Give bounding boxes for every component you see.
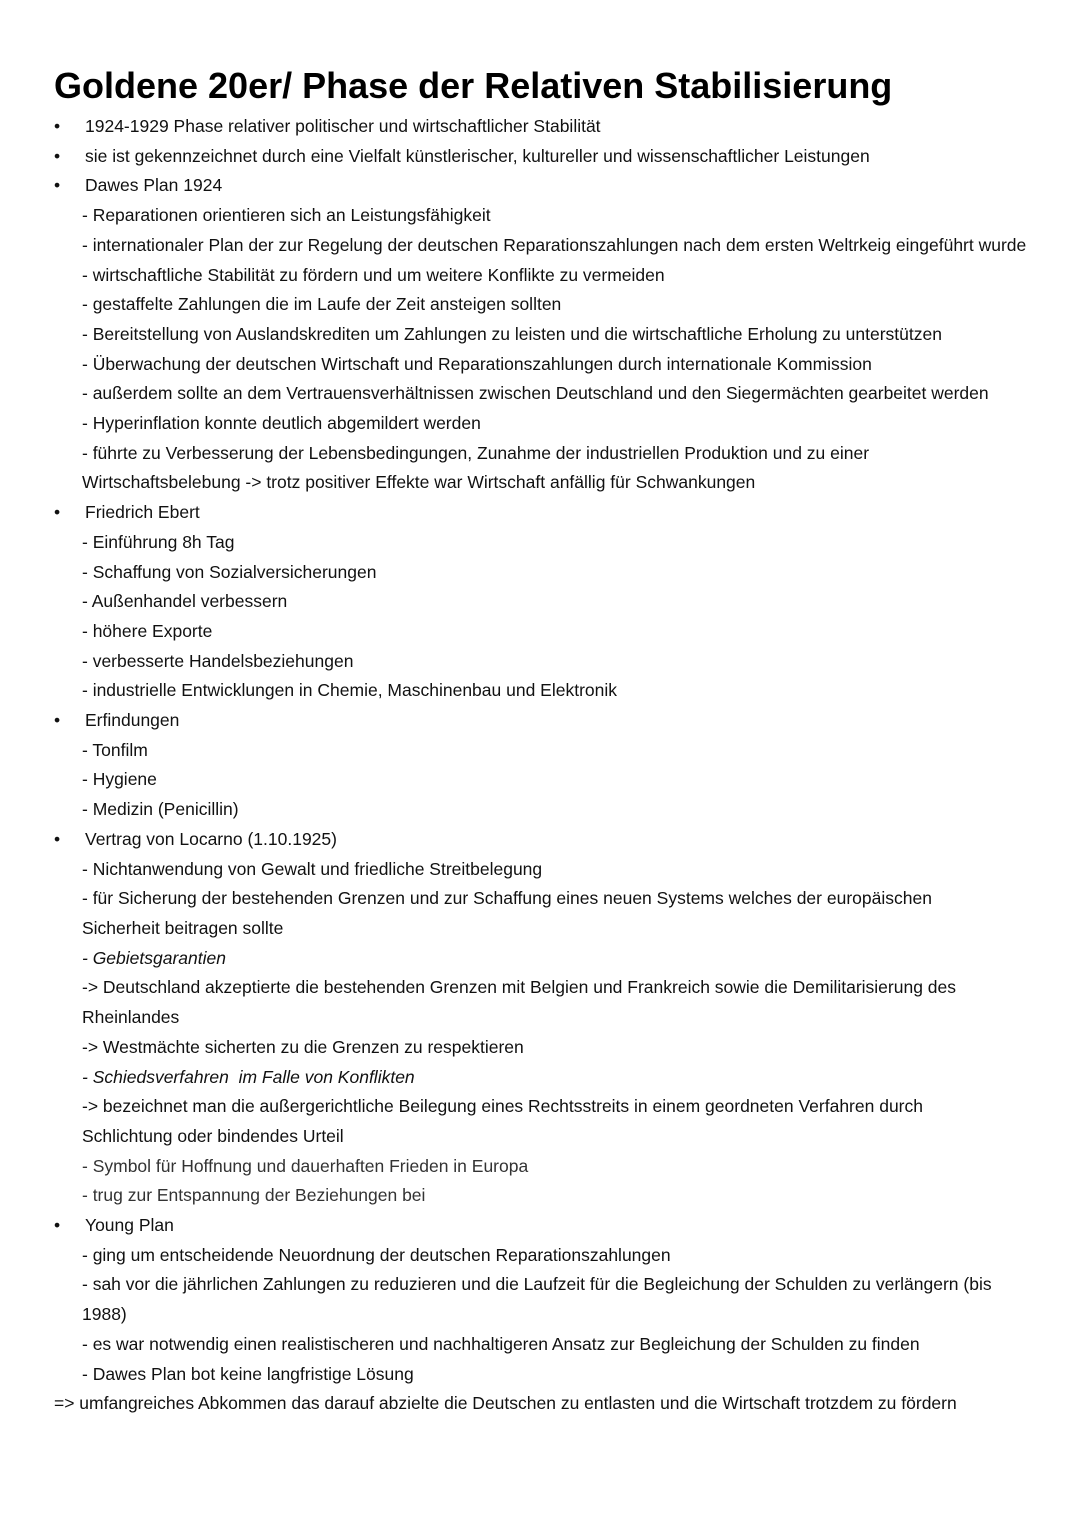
- bullet-vielfalt: [54, 142, 1044, 172]
- list-item: - wirtschaftliche Stabilität zu fördern und um weitere Konflikte zu vermeiden: [82, 264, 665, 285]
- list-item-italic: - Gebietsgarantien: [82, 947, 226, 968]
- list-item: - sah vor die jährlichen Zahlungen zu reduzieren und die Laufzeit für die Begleichung der Schulden zu verlängern (bis 1988): [82, 1274, 992, 1325]
- bullet-friedrich-ebert: [54, 498, 1044, 528]
- list-item: - Medizin (Penicillin): [82, 799, 239, 820]
- bullet-erfindungen: [54, 706, 1044, 736]
- list-item: - Außenhandel verbessern: [82, 591, 288, 612]
- list-item: - höhere Exporte: [82, 620, 213, 641]
- list-item: -> Westmächte sicherten zu die Grenzen zu respektieren: [82, 1036, 524, 1057]
- bullet-phase: [54, 112, 1044, 142]
- list-item: -> Deutschland akzeptierte die bestehenden Grenzen mit Belgien und Frankreich sowie die Demilitarisierung des Rheinlandes: [82, 977, 957, 1028]
- list-item: - Hyperinflation konnte deutlich abgemildert werden: [82, 413, 481, 434]
- list-item: - Schaffung von Sozialversicherungen: [82, 561, 377, 582]
- bullet-dot: •: [54, 145, 61, 166]
- list-item: - Symbol für Hoffnung und dauerhaften Frieden in Europa: [82, 1155, 529, 1176]
- bullet-heading: Vertrag von Locarno (1.10.1925): [85, 828, 337, 849]
- conclusion: => umfangreiches Abkommen das darauf abzielte die Deutschen zu entlasten und die Wirtschaft trotzdem zu fördern: [54, 1393, 957, 1414]
- bullet-dot: •: [54, 828, 61, 849]
- bullet-dot: •: [54, 710, 61, 731]
- list-item: - trug zur Entspannung der Beziehungen bei: [82, 1185, 426, 1206]
- bullet-heading: Friedrich Ebert: [85, 502, 200, 523]
- list-item: - internationaler Plan der zur Regelung der deutschen Reparationszahlungen nach dem ersten Weltrkeig eingeführt wurde: [82, 234, 1027, 255]
- bullet-heading: Erfindungen: [85, 710, 180, 731]
- bullet-vertrag-locarno: [54, 825, 1044, 855]
- list-item: - für Sicherung der bestehenden Grenzen und zur Schaffung eines neuen Systems welches der europäischen Sicherheit beitragen sollte: [82, 888, 932, 938]
- bullet-dot: •: [54, 116, 61, 136]
- list-item: - verbesserte Handelsbeziehungen: [82, 650, 354, 671]
- notes-list: [54, 112, 1044, 1419]
- list-item: - Reparationen orientieren sich an Leistungsfähigkeit: [82, 205, 491, 226]
- list-item: - Dawes Plan bot keine langfristige Lösung: [82, 1363, 414, 1384]
- bullet-dot: •: [54, 1215, 61, 1236]
- list-item: - Nichtanwendung von Gewalt und friedliche Streitbelegung: [82, 858, 543, 879]
- bullet-heading: Young Plan: [85, 1215, 174, 1236]
- list-item: - Überwachung der deutschen Wirtschaft und Reparationszahlungen durch internationale Kommission: [82, 353, 872, 374]
- list-item-italic: - Schiedsverfahren im Falle von Konflikten: [82, 1066, 415, 1087]
- list-item: - Hygiene: [82, 769, 157, 790]
- list-item: - Einführung 8h Tag: [82, 531, 235, 552]
- list-item: - es war notwendig einen realistischeren und nachhaltigeren Ansatz zur Begleichung der Schulden zu finden: [82, 1333, 920, 1354]
- document-page: [54, 64, 1044, 1419]
- list-item: - ging um entscheidende Neuordnung der deutschen Reparationszahlungen: [82, 1244, 671, 1265]
- bullet-dot: •: [54, 502, 61, 523]
- list-item: - außerdem sollte an dem Vertrauensverhältnissen zwischen Deutschland und den Siegermächten gearbeitet werden: [82, 383, 989, 404]
- list-item: - Tonfilm: [82, 739, 148, 760]
- bullet-young-plan: [54, 1211, 1044, 1241]
- bullet-heading: 1924-1929 Phase relativer politischer und wirtschaftlicher Stabilität: [85, 116, 601, 136]
- bullet-heading: sie ist gekennzeichnet durch eine Vielfalt künstlerischer, kultureller und wissenschaftlicher Leistungen: [85, 145, 870, 166]
- page-title: Goldene 20er/ Phase der Relativen Stabilisierung: [54, 65, 893, 106]
- list-item: - gestaffelte Zahlungen die im Laufe der Zeit ansteigen sollten: [82, 294, 562, 315]
- list-item: - führte zu Verbesserung der Lebensbedingungen, Zunahme der industriellen Produktion und zu einer Wirtschaftsbelebung -> trotz positiver Effekte war Wirtschaft anfällig für Schwankungen: [82, 442, 870, 493]
- list-item: -> bezeichnet man die außergerichtliche Beilegung eines Rechtsstreits in einem geordneten Verfahren durch Schlichtung oder bindendes Urteil: [82, 1096, 923, 1146]
- bullet-dawes-plan: [54, 171, 1044, 201]
- bullet-heading: Dawes Plan 1924: [85, 175, 223, 196]
- list-item: - Bereitstellung von Auslandskrediten um Zahlungen zu leisten und die wirtschaftliche Erholung zu unterstützen: [82, 323, 942, 344]
- list-item: - industrielle Entwicklungen in Chemie, Maschinenbau und Elektronik: [82, 680, 618, 701]
- bullet-dot: •: [54, 175, 61, 196]
